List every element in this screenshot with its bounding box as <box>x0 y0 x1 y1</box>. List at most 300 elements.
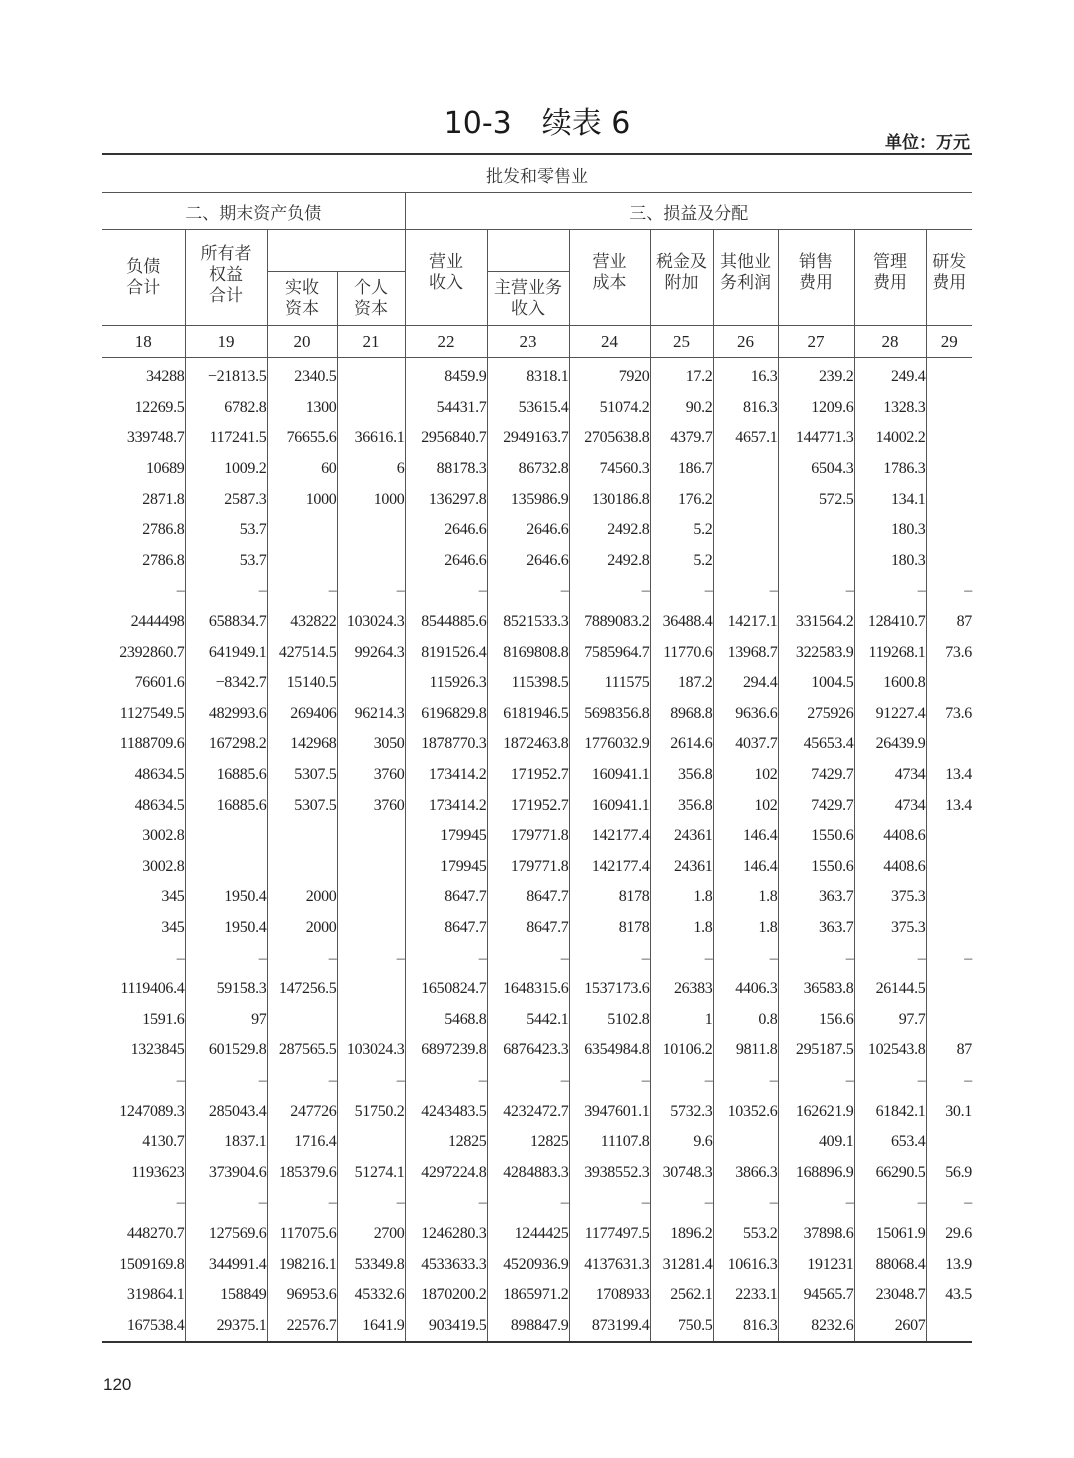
table-cell: 9.6 <box>650 1127 713 1158</box>
table-cell: – <box>337 943 405 974</box>
table-cell: 5307.5 <box>267 760 337 791</box>
table-row <box>102 607 972 638</box>
table-row <box>102 913 972 944</box>
table-cell: 73.6 <box>945 643 972 661</box>
table-cell: 34288 <box>102 358 185 393</box>
table-cell: 4657.1 <box>713 423 778 454</box>
table-cell: 3760 <box>337 790 405 821</box>
table-row <box>102 358 972 393</box>
col-header-25: 税金及 附加 <box>650 230 713 326</box>
table-cell: 2646.6 <box>405 546 487 577</box>
table-cell: 16.3 <box>713 358 778 393</box>
col-header-19: 所有者 权益 合计 <box>185 230 267 326</box>
table-cell: 6181946.5 <box>487 699 569 730</box>
table-row <box>102 546 972 577</box>
table-cell <box>337 358 405 393</box>
table-cell: 102 <box>713 790 778 821</box>
table-cell: 117241.5 <box>185 423 267 454</box>
table-cell: 4533633.3 <box>405 1249 487 1280</box>
table-cell: 432822 <box>267 607 337 638</box>
table-cell: 3002.8 <box>102 852 185 883</box>
table-cell: 26144.5 <box>854 974 926 1005</box>
table-cell <box>337 852 405 883</box>
table-cell <box>926 484 972 515</box>
table-cell: 2956840.7 <box>405 423 487 454</box>
table-cell: 8544885.6 <box>405 607 487 638</box>
table-cell: 179771.8 <box>487 852 569 883</box>
table-cell: 31281.4 <box>650 1249 713 1280</box>
table-cell: 363.7 <box>778 913 854 944</box>
table-cell: 26383 <box>650 974 713 1005</box>
table-cell: 6354984.8 <box>569 1035 650 1066</box>
column-number: 18 <box>102 326 185 358</box>
sector-header-row <box>102 153 972 193</box>
table-cell: 2614.6 <box>650 729 713 760</box>
table-cell: 179945 <box>405 821 487 852</box>
table-cell: – <box>405 576 487 607</box>
column-number: 27 <box>778 326 854 358</box>
table-cell: – <box>964 1194 972 1212</box>
table-cell: 167538.4 <box>102 1310 185 1341</box>
table-code: 10-3 <box>443 106 512 141</box>
table-cell: 873199.4 <box>569 1310 650 1341</box>
table-cell: 94565.7 <box>778 1280 854 1311</box>
table-cell: 144771.3 <box>778 423 854 454</box>
table-cell: 2646.6 <box>487 515 569 546</box>
table-cell: 2562.1 <box>650 1280 713 1311</box>
table-cell: 482993.6 <box>185 699 267 730</box>
table-cell: 373904.6 <box>185 1157 267 1188</box>
table-cell: 191231 <box>778 1249 854 1280</box>
table-row <box>102 1280 972 1311</box>
table-row <box>102 1066 972 1097</box>
table-cell: 5698356.8 <box>569 699 650 730</box>
table-row <box>102 1127 972 1158</box>
table-cell <box>337 515 405 546</box>
table-cell: 45332.6 <box>337 1280 405 1311</box>
table-cell: 171952.7 <box>487 760 569 791</box>
table-cell: 13.4 <box>945 796 972 814</box>
table-cell: 76655.6 <box>267 423 337 454</box>
table-cell: – <box>778 943 854 974</box>
col-header-19-sub-blank <box>267 230 405 272</box>
table-row <box>102 1035 972 1066</box>
table-cell: 187.2 <box>650 668 713 699</box>
table-cell: – <box>102 943 185 974</box>
column-number: 19 <box>185 326 267 358</box>
table-cell: 10352.6 <box>713 1096 778 1127</box>
table-cell: 17.2 <box>650 358 713 393</box>
table-cell: 88178.3 <box>405 454 487 485</box>
table-row <box>102 882 972 913</box>
table-cell: – <box>487 1066 569 1097</box>
table-cell: 24361 <box>650 852 713 883</box>
table-cell: 4297224.8 <box>405 1157 487 1188</box>
table-row <box>102 790 972 821</box>
table-cell: 54431.7 <box>405 393 487 424</box>
table-cell: 5307.5 <box>267 790 337 821</box>
table-cell: 59158.3 <box>185 974 267 1005</box>
column-number: 22 <box>405 326 487 358</box>
table-cell <box>337 913 405 944</box>
table-cell: 16885.6 <box>185 790 267 821</box>
table-cell: 51074.2 <box>569 393 650 424</box>
table-cell: 345 <box>102 913 185 944</box>
table-row <box>102 821 972 852</box>
table-cell: 5468.8 <box>405 1004 487 1035</box>
table-cell: – <box>487 576 569 607</box>
table-cell: 4408.6 <box>854 821 926 852</box>
table-cell: – <box>185 1066 267 1097</box>
table-cell: 2705638.8 <box>569 423 650 454</box>
table-cell: 287565.5 <box>267 1035 337 1066</box>
table-cell: 5.2 <box>650 515 713 546</box>
table-cell <box>267 852 337 883</box>
table-cell: 6782.8 <box>185 393 267 424</box>
table-cell: 1776032.9 <box>569 729 650 760</box>
table-cell: 1550.6 <box>778 852 854 883</box>
table-cell: 339748.7 <box>102 423 185 454</box>
table-cell: 249.4 <box>854 358 926 393</box>
table-cell <box>185 821 267 852</box>
table-row <box>102 1004 972 1035</box>
table-cell: – <box>650 576 713 607</box>
table-cell: 51274.1 <box>337 1157 405 1188</box>
table-cell: 173414.2 <box>405 760 487 791</box>
table-cell: 8647.7 <box>405 882 487 913</box>
table-cell: – <box>854 943 926 974</box>
table-cell <box>337 974 405 1005</box>
table-row <box>102 454 972 485</box>
table-cell: 111575 <box>569 668 650 699</box>
table-cell: 14217.1 <box>713 607 778 638</box>
table-cell: 1641.9 <box>337 1310 405 1341</box>
table-cell: 12269.5 <box>102 393 185 424</box>
table-cell: 1300 <box>267 393 337 424</box>
table-cell: 4734 <box>854 760 926 791</box>
table-cell: 176.2 <box>650 484 713 515</box>
table-cell: 36616.1 <box>337 423 405 454</box>
table-cell: – <box>713 1188 778 1219</box>
table-cell: 295187.5 <box>778 1035 854 1066</box>
table-cell <box>926 974 972 1005</box>
table-cell: – <box>650 1066 713 1097</box>
table-cell: 2340.5 <box>267 358 337 393</box>
table-cell: 247726 <box>267 1096 337 1127</box>
table-cell: 36488.4 <box>650 607 713 638</box>
table-cell <box>926 852 972 883</box>
table-cell <box>185 852 267 883</box>
group-header-profit: 三、损益及分配 <box>405 193 972 230</box>
col-header-24: 营业 成本 <box>569 230 650 326</box>
column-number: 24 <box>569 326 650 358</box>
table-cell: 1000 <box>337 484 405 515</box>
table-cell: 356.8 <box>650 760 713 791</box>
table-cell: 4734 <box>854 790 926 821</box>
table-cell: 171952.7 <box>487 790 569 821</box>
table-cell: 4408.6 <box>854 852 926 883</box>
table-cell: – <box>569 576 650 607</box>
table-cell <box>926 393 972 424</box>
table-cell: 13.9 <box>945 1255 972 1273</box>
table-cell: 7429.7 <box>778 790 854 821</box>
table-cell <box>926 515 972 546</box>
table-cell: 53349.8 <box>337 1249 405 1280</box>
table-cell: 127569.6 <box>185 1219 267 1250</box>
table-cell: 102 <box>713 760 778 791</box>
table-cell: 1837.1 <box>185 1127 267 1158</box>
table-cell: 147256.5 <box>267 974 337 1005</box>
table-cell: 7585964.7 <box>569 637 650 668</box>
table-cell: 16885.6 <box>185 760 267 791</box>
table-cell: 91227.4 <box>854 699 926 730</box>
table-cell: 1950.4 <box>185 913 267 944</box>
table-cell: 180.3 <box>854 515 926 546</box>
table-cell: 24361 <box>650 821 713 852</box>
table-cell: 3866.3 <box>713 1157 778 1188</box>
table-cell: 7920 <box>569 358 650 393</box>
table-cell: 1323845 <box>102 1035 185 1066</box>
table-cell: 2646.6 <box>487 546 569 577</box>
table-cell: 97.7 <box>854 1004 926 1035</box>
table-cell: 56.9 <box>945 1163 972 1181</box>
table-cell: 87 <box>956 1041 972 1059</box>
col-header-20: 实收 资本 <box>267 272 337 326</box>
table-cell: 1786.3 <box>854 454 926 485</box>
table-cell: 48634.5 <box>102 790 185 821</box>
table-cell: 30748.3 <box>650 1157 713 1188</box>
table-row <box>102 668 972 699</box>
table-cell: 1.8 <box>713 913 778 944</box>
table-cell: 51750.2 <box>337 1096 405 1127</box>
table-cell: 186.7 <box>650 454 713 485</box>
table-cell <box>926 454 972 485</box>
table-cell: 601529.8 <box>185 1035 267 1066</box>
table-cell: 8178 <box>569 913 650 944</box>
table-cell <box>926 1310 972 1341</box>
table-cell: 1328.3 <box>854 393 926 424</box>
table-cell: 1 <box>650 1004 713 1035</box>
table-cell: – <box>650 1188 713 1219</box>
table-cell: 14002.2 <box>854 423 926 454</box>
table-cell: 26439.9 <box>854 729 926 760</box>
table-cell: 8968.8 <box>650 699 713 730</box>
table-cell: 45653.4 <box>778 729 854 760</box>
column-number: 21 <box>337 326 405 358</box>
table-cell: 903419.5 <box>405 1310 487 1341</box>
table-cell: 23048.7 <box>854 1280 926 1311</box>
table-cell <box>713 484 778 515</box>
table-cell: 73.6 <box>945 704 972 722</box>
table-cell: 1872463.8 <box>487 729 569 760</box>
table-cell: – <box>854 576 926 607</box>
col-header-21: 个人 资本 <box>337 272 405 326</box>
col-header-27: 销售 费用 <box>778 230 854 326</box>
table-cell <box>267 546 337 577</box>
table-name: 续表 6 <box>541 106 631 141</box>
table-cell: 7429.7 <box>778 760 854 791</box>
table-cell: 9636.6 <box>713 699 778 730</box>
table-row <box>102 852 972 883</box>
table-cell: 816.3 <box>713 1310 778 1341</box>
table-cell: 8178 <box>569 882 650 913</box>
col-header-28: 管理 费用 <box>854 230 926 326</box>
table-cell <box>926 546 972 577</box>
table-cell: 22576.7 <box>267 1310 337 1341</box>
table-cell: – <box>713 1066 778 1097</box>
table-cell: 8647.7 <box>487 882 569 913</box>
table-cell: – <box>102 1188 185 1219</box>
table-cell: 2000 <box>267 913 337 944</box>
table-cell: 15061.9 <box>854 1219 926 1250</box>
table-cell: 53.7 <box>185 515 267 546</box>
table-cell: 322583.9 <box>778 637 854 668</box>
table-cell <box>926 729 972 760</box>
table-cell: 88068.4 <box>854 1249 926 1280</box>
table-cell: 2786.8 <box>102 515 185 546</box>
table-cell: 1127549.5 <box>102 699 185 730</box>
table-cell <box>713 1127 778 1158</box>
table-cell: 117075.6 <box>267 1219 337 1250</box>
table-cell: 13968.7 <box>713 637 778 668</box>
table-cell: 29375.1 <box>185 1310 267 1341</box>
table-row <box>102 393 972 424</box>
table-cell: 2646.6 <box>405 515 487 546</box>
table-cell <box>337 882 405 913</box>
table-cell: 8191526.4 <box>405 637 487 668</box>
table-cell: 572.5 <box>778 484 854 515</box>
table-cell: – <box>569 1066 650 1097</box>
table-cell: 87 <box>956 613 972 631</box>
table-row <box>102 760 972 791</box>
table-cell: 12825 <box>405 1127 487 1158</box>
table-cell: 1246280.3 <box>405 1219 487 1250</box>
table-cell: 409.1 <box>778 1127 854 1158</box>
column-number: 23 <box>487 326 569 358</box>
table-cell: 97 <box>185 1004 267 1035</box>
table-cell: −21813.5 <box>185 358 267 393</box>
table-cell: 2492.8 <box>569 546 650 577</box>
table-cell: 5732.3 <box>650 1096 713 1127</box>
table-cell: – <box>267 1066 337 1097</box>
table-cell: 4406.3 <box>713 974 778 1005</box>
table-cell <box>926 913 972 944</box>
col-header-22-sub-blank <box>487 230 569 272</box>
table-cell: 3947601.1 <box>569 1096 650 1127</box>
table-cell: – <box>185 943 267 974</box>
table-cell: 53615.4 <box>487 393 569 424</box>
table-cell: 53.7 <box>185 546 267 577</box>
table-cell: 115398.5 <box>487 668 569 699</box>
table-cell: 115926.3 <box>405 668 487 699</box>
table-cell: 7889083.2 <box>569 607 650 638</box>
table-row <box>102 515 972 546</box>
table-cell: 1188709.6 <box>102 729 185 760</box>
table-row <box>102 423 972 454</box>
table-cell: – <box>854 1066 926 1097</box>
bottom-rule <box>102 1341 972 1343</box>
table-cell: 1537173.6 <box>569 974 650 1005</box>
table-cell: 3050 <box>337 729 405 760</box>
table-cell: – <box>487 943 569 974</box>
table-cell <box>267 821 337 852</box>
table-cell <box>713 515 778 546</box>
table-cell: 160941.1 <box>569 760 650 791</box>
table-cell: 4243483.5 <box>405 1096 487 1127</box>
table-cell: 37898.6 <box>778 1219 854 1250</box>
table-cell <box>926 423 972 454</box>
table-cell: 6876423.3 <box>487 1035 569 1066</box>
table-cell: 156.6 <box>778 1004 854 1035</box>
table-cell: 553.2 <box>713 1219 778 1250</box>
table-cell: 3002.8 <box>102 821 185 852</box>
table-cell: 641949.1 <box>185 637 267 668</box>
table-cell: – <box>964 1071 972 1089</box>
table-cell: 12825 <box>487 1127 569 1158</box>
table-cell: – <box>569 1188 650 1219</box>
table-cell: 1.8 <box>650 882 713 913</box>
table-cell <box>713 454 778 485</box>
table-cell: 99264.3 <box>337 637 405 668</box>
table-cell: – <box>778 576 854 607</box>
table-cell: 167298.2 <box>185 729 267 760</box>
table-cell: 1244425 <box>487 1219 569 1250</box>
table-cell <box>337 1004 405 1035</box>
table-cell: 4520936.9 <box>487 1249 569 1280</box>
table-cell: 3938552.3 <box>569 1157 650 1188</box>
table-cell <box>926 1127 972 1158</box>
table-cell: 427514.5 <box>267 637 337 668</box>
table-cell: 5102.8 <box>569 1004 650 1035</box>
col-header-18: 负债 合计 <box>102 230 185 326</box>
table-cell: 356.8 <box>650 790 713 821</box>
table-cell: 269406 <box>267 699 337 730</box>
table-cell: – <box>713 576 778 607</box>
table-cell: 60 <box>267 454 337 485</box>
table-cell <box>337 393 405 424</box>
table-cell: 750.5 <box>650 1310 713 1341</box>
table-cell: 10689 <box>102 454 185 485</box>
table-cell: 1.8 <box>650 913 713 944</box>
table-cell: 8647.7 <box>487 913 569 944</box>
table-cell: 11107.8 <box>569 1127 650 1158</box>
table-cell: 1708933 <box>569 1280 650 1311</box>
table-body <box>102 358 972 1342</box>
table-cell: – <box>713 943 778 974</box>
table-cell: 146.4 <box>713 821 778 852</box>
table-cell: 11770.6 <box>650 637 713 668</box>
table-cell: – <box>964 949 972 967</box>
statistics-table <box>102 153 972 1341</box>
table-cell: 86732.8 <box>487 454 569 485</box>
table-cell: 344991.4 <box>185 1249 267 1280</box>
table-cell: 1591.6 <box>102 1004 185 1035</box>
table-cell: 8169808.8 <box>487 637 569 668</box>
table-row <box>102 1310 972 1341</box>
table-cell: 2786.8 <box>102 546 185 577</box>
table-cell: 29.6 <box>945 1224 972 1242</box>
table-cell: 179771.8 <box>487 821 569 852</box>
table-cell: 345 <box>102 882 185 913</box>
table-cell: 3760 <box>337 760 405 791</box>
table-cell: 8521533.3 <box>487 607 569 638</box>
table-cell: – <box>337 576 405 607</box>
table-cell: 2233.1 <box>713 1280 778 1311</box>
table-cell: 363.7 <box>778 882 854 913</box>
table-cell: 198216.1 <box>267 1249 337 1280</box>
table-cell: 9811.8 <box>713 1035 778 1066</box>
table-cell: 0.8 <box>713 1004 778 1035</box>
